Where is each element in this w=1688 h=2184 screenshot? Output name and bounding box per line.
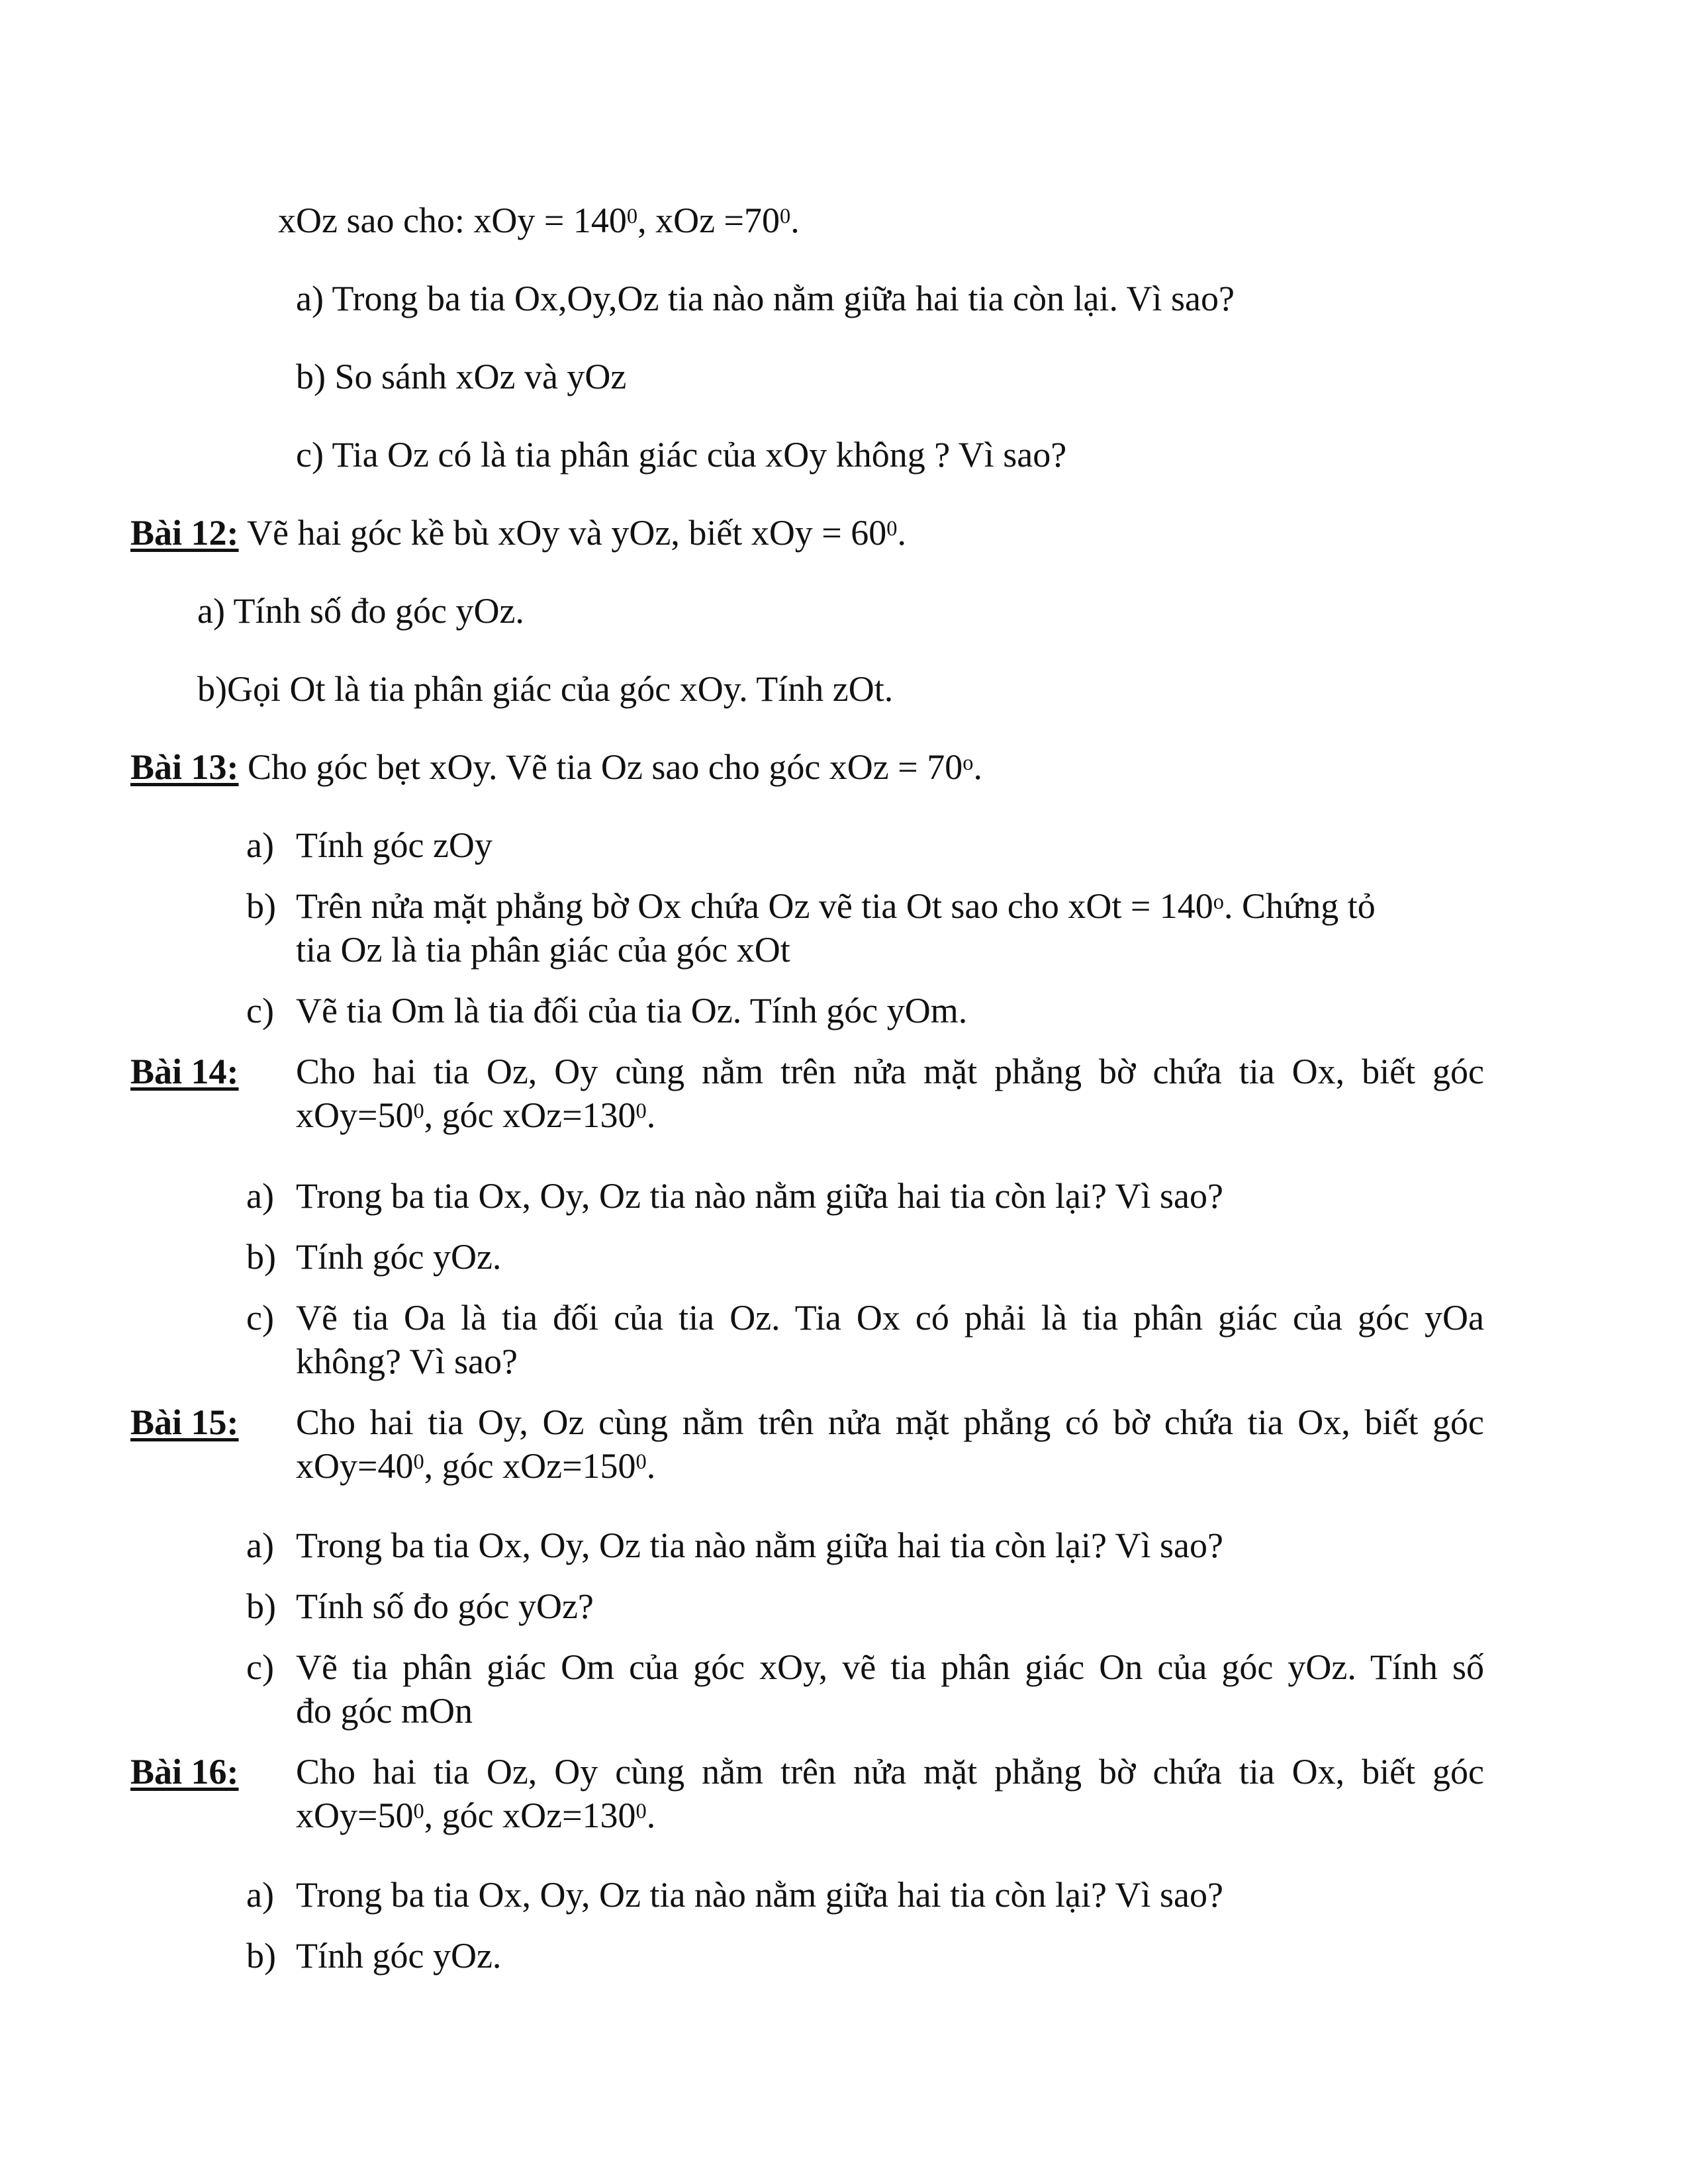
intro-item-b: b) So sánh xOz và yOz (296, 357, 627, 396)
bai13-item-a: a) Tính góc zOy (246, 825, 492, 865)
bai15-item-a: a) Trong ba tia Ox, Oy, Oz tia nào nằm giữa hai tia còn lại? Vì sao? (246, 1525, 1223, 1565)
bai14-item-c-line1: Vẽ tia Oa là tia đối của tia Oz. Tia Ox có phải là tia phân giác của góc yOa (296, 1298, 1484, 1338)
bai15-line2: $xOy=40^0$, góc $xOz=150^0$. (296, 1446, 656, 1486)
bai13-item-b: b) Trên nửa mặt phẳng bờ Ox chứa Oz vẽ tia Ot sao cho xOt = $140^o$. Chứng tỏ (246, 886, 1376, 926)
bai16-item-a: a) Trong ba tia Ox, Oy, Oz tia nào nằm giữa hai tia còn lại? Vì sao? (246, 1875, 1223, 1915)
intro-item-c: c) Tia Oz có là tia phân giác của xOy không ? Vì sao? (296, 435, 1067, 475)
bai14-item-c-line2: không? Vì sao? (296, 1342, 518, 1381)
bai15-item-c: c) (246, 1647, 274, 1687)
bai14-item-c: c) (246, 1298, 274, 1338)
bai15-item-c-line1: Vẽ tia phân giác Om của góc xOy, vẽ tia phân giác On của góc yOz. Tính số (296, 1647, 1484, 1687)
bai16-line1: Cho hai tia Oz, Oy cùng nằm trên nửa mặt phẳng bờ chứa tia Ox, biết góc (296, 1752, 1484, 1792)
bai13-heading: Bài 13: Cho góc bẹt xOy. Vẽ tia Oz sao cho góc xOz = $70^o$. (130, 747, 982, 787)
bai12-label: Bài 12: (130, 513, 239, 553)
bai16-item-b: b) Tính góc yOz. (246, 1936, 502, 1976)
bai13-item-b-cont: tia Oz là tia phân giác của góc xOt (296, 930, 790, 970)
bai16-label: Bài 16: (130, 1752, 239, 1792)
bai14-item-a: a) Trong ba tia Ox, Oy, Oz tia nào nằm giữa hai tia còn lại? Vì sao? (246, 1176, 1223, 1216)
bai12-heading: Bài 12: Vẽ hai góc kề bù xOy và yOz, biết xOy = $60^0$. (130, 513, 906, 553)
bai15-item-b: b) Tính số đo góc yOz? (246, 1586, 594, 1626)
intro-line: xOz sao cho: xOy = $140^0$, xOz $=70^0$. (278, 201, 800, 240)
bai12-item-b: b)Gọi Ot là tia phân giác của góc xOy. Tính zOt. (197, 669, 894, 709)
bai16-line2: $xOy=50^0$, góc $xOz=130^0$. (296, 1796, 656, 1835)
bai13-item-c: c) Vẽ tia Om là tia đối của tia Oz. Tính góc yOm. (246, 991, 968, 1030)
bai14-line1: Cho hai tia Oz, Oy cùng nằm trên nửa mặt phẳng bờ chứa tia Ox, biết góc (296, 1052, 1484, 1091)
bai15-item-c-line2: đo góc mOn (296, 1691, 473, 1731)
intro-item-a: a) Trong ba tia Ox,Oy,Oz tia nào nằm giữa hai tia còn lại. Vì sao? (296, 279, 1235, 318)
bai12-item-a: a) Tính số đo góc yOz. (197, 591, 524, 631)
bai14-line2: $xOy=50^0$, góc $xOz=130^0$. (296, 1095, 656, 1135)
bai14-item-b: b) Tính góc yOz. (246, 1237, 502, 1277)
bai14-label: Bài 14: (130, 1052, 239, 1091)
bai15-label: Bài 15: (130, 1402, 239, 1442)
bai13-label: Bài 13: (130, 747, 239, 787)
bai15-line1: Cho hai tia Oy, Oz cùng nằm trên nửa mặt phẳng có bờ chứa tia Ox, biết góc (296, 1402, 1484, 1442)
